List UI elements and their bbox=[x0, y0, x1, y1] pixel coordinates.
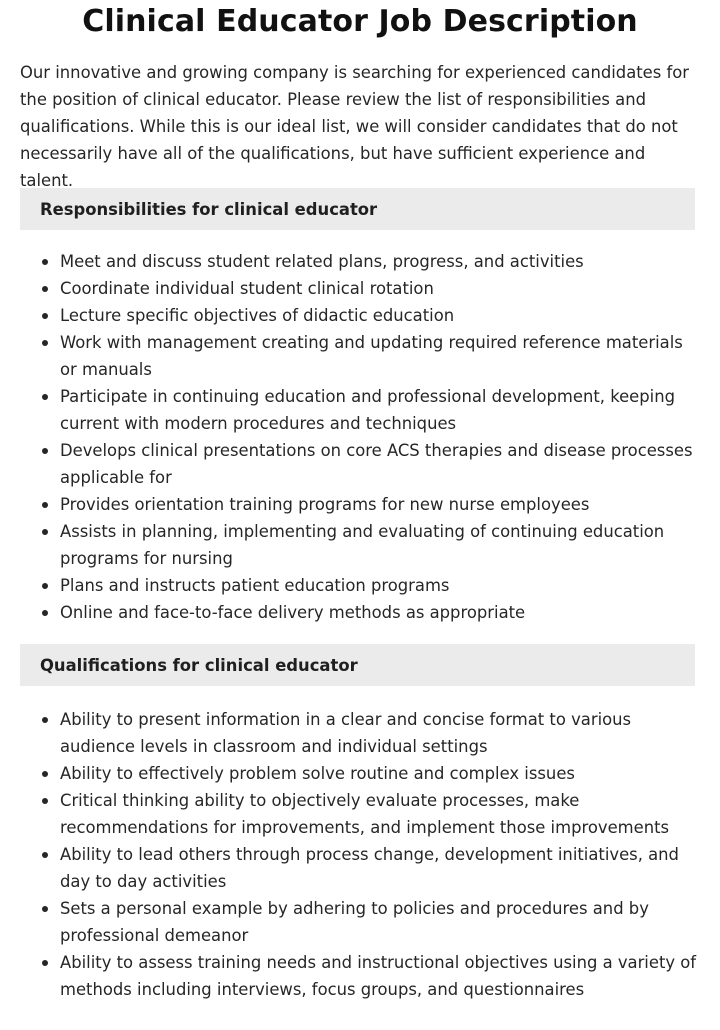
responsibilities-header bbox=[20, 188, 695, 230]
list-item bbox=[0, 895, 720, 949]
list-item-text: Provides orientation training programs for new nurse employees bbox=[60, 495, 590, 514]
list-item bbox=[0, 248, 720, 275]
list-item-text: Meet and discuss student related plans, progress, and activities bbox=[60, 252, 584, 271]
list-item bbox=[0, 302, 720, 329]
list-item-text: Ability to assess training needs and instructional objectives using a variety of methods including interviews, focus groups, and questionnaires bbox=[60, 953, 697, 999]
list-item bbox=[0, 706, 720, 760]
list-item bbox=[0, 491, 720, 518]
list-item-text: Sets a personal example by adhering to policies and procedures and by professional demeanor bbox=[60, 899, 649, 945]
list-item-text: Participate in continuing education and professional development, keeping current with modern procedures and techniques bbox=[60, 387, 676, 433]
bullet-icon bbox=[42, 340, 48, 346]
list-item bbox=[0, 275, 720, 302]
bullet-icon bbox=[42, 717, 48, 723]
list-item bbox=[0, 760, 720, 787]
bullet-icon bbox=[42, 448, 48, 454]
bullet-icon bbox=[42, 502, 48, 508]
bullet-icon bbox=[42, 852, 48, 858]
list-item-text: Lecture specific objectives of didactic education bbox=[60, 306, 455, 325]
bullet-icon bbox=[42, 313, 48, 319]
list-item-text: Online and face-to-face delivery methods as appropriate bbox=[60, 603, 526, 622]
bullet-icon bbox=[42, 286, 48, 292]
intro-paragraph: Our innovative and growing company is searching for experienced candidates for the position of clinical educator. Please review the list of responsibilities and qualifications. While this is our ideal list, we will consider candidates that do not necessarily have all of the qualifications, but have sufficient experience and talent. bbox=[20, 63, 690, 190]
list-item bbox=[0, 841, 720, 895]
bullet-icon bbox=[42, 529, 48, 535]
list-item bbox=[0, 383, 720, 437]
list-item-text: Critical thinking ability to objectively evaluate processes, make recommendations for improvements, and implement those improvements bbox=[60, 791, 670, 837]
bullet-icon bbox=[42, 798, 48, 804]
responsibilities-heading: Responsibilities for clinical educator bbox=[40, 199, 378, 219]
list-item-text: Develops clinical presentations on core ACS therapies and disease processes applicable for bbox=[60, 441, 693, 487]
list-item bbox=[0, 599, 720, 626]
list-item-text: Assists in planning, implementing and evaluating of continuing education programs for nursing bbox=[60, 522, 665, 568]
list-item bbox=[0, 787, 720, 841]
qualifications-heading: Qualifications for clinical educator bbox=[40, 655, 358, 675]
list-item-text: Coordinate individual student clinical rotation bbox=[60, 279, 434, 298]
bullet-icon bbox=[42, 394, 48, 400]
list-item bbox=[0, 572, 720, 599]
list-item bbox=[0, 518, 720, 572]
list-item-text: Ability to present information in a clear and concise format to various audience levels in classroom and individual settings bbox=[60, 710, 632, 756]
responsibilities-list bbox=[0, 248, 720, 626]
bullet-icon bbox=[42, 906, 48, 912]
qualifications-list bbox=[0, 706, 720, 1003]
bullet-icon bbox=[42, 583, 48, 589]
qualifications-header bbox=[20, 644, 695, 686]
page-title: Clinical Educator Job Description bbox=[82, 4, 638, 39]
bullet-icon bbox=[42, 610, 48, 616]
bullet-icon bbox=[42, 771, 48, 777]
list-item bbox=[0, 437, 720, 491]
list-item-text: Work with management creating and updating required reference materials or manuals bbox=[60, 333, 683, 379]
bullet-icon bbox=[42, 259, 48, 265]
bullet-icon bbox=[42, 960, 48, 966]
list-item bbox=[0, 949, 720, 1003]
list-item-text: Ability to lead others through process change, development initiatives, and day to day activities bbox=[60, 845, 679, 891]
list-item-text: Plans and instructs patient education programs bbox=[60, 576, 450, 595]
list-item bbox=[0, 329, 720, 383]
list-item-text: Ability to effectively problem solve routine and complex issues bbox=[60, 764, 575, 783]
